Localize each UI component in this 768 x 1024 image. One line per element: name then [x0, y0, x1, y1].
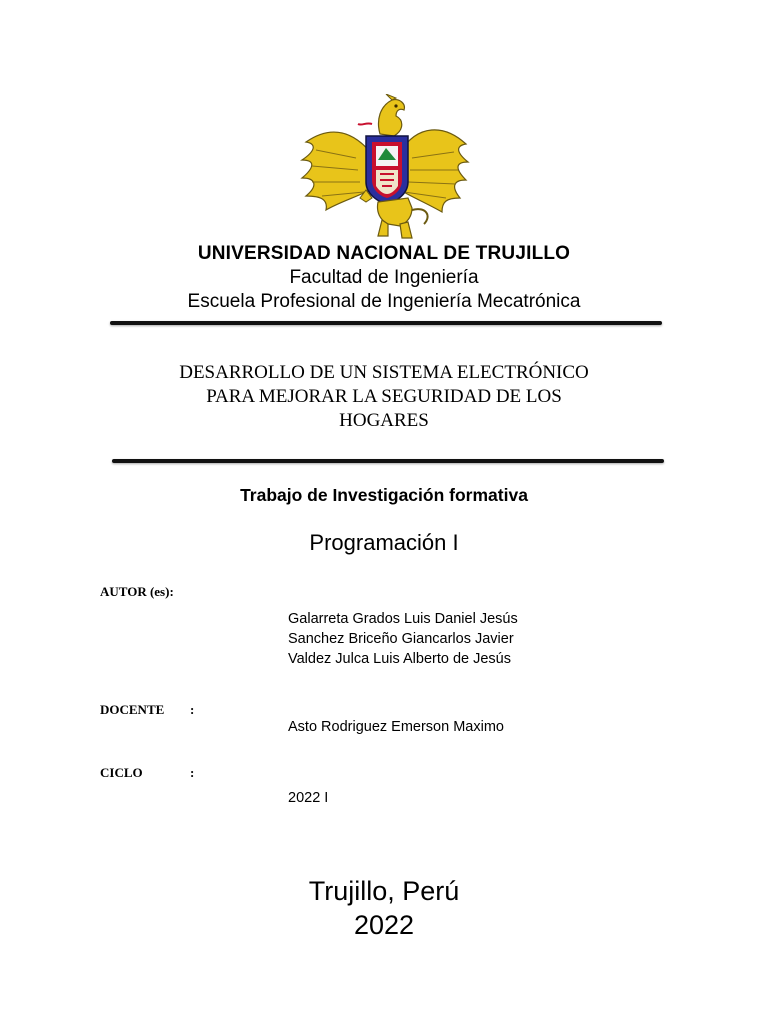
teacher-label: DOCENTE	[100, 702, 165, 717]
city-location: Trujillo, Perú	[308, 876, 460, 906]
thesis-title-line: HOGARES	[339, 410, 429, 431]
university-crest-logo	[296, 94, 472, 240]
author-name: Valdez Julca Luis Alberto de Jesús	[288, 651, 512, 667]
work-type: Trabajo de Investigación formativa	[240, 485, 528, 505]
teacher-colon: :	[190, 702, 195, 717]
teacher-name: Asto Rodriguez Emerson Maximo	[288, 719, 504, 735]
top-divider	[110, 321, 662, 325]
cycle-label: CICLO	[100, 765, 143, 780]
crest-right-wing	[400, 130, 468, 212]
bottom-divider	[112, 459, 664, 463]
author-name: Galarreta Grados Luis Daniel Jesús	[288, 611, 518, 627]
thesis-title	[0, 361, 768, 433]
cycle-value: 2022 I	[288, 790, 329, 806]
course-name: Programación I	[309, 530, 459, 555]
school-name: Escuela Profesional de Ingeniería Mecatrónica	[187, 291, 581, 312]
cycle-colon: :	[190, 765, 195, 780]
crest-griffin-head	[379, 100, 405, 136]
author-name: Sanchez Briceño Giancarlos Javier	[288, 631, 514, 647]
publication-year: 2022	[353, 910, 415, 940]
faculty-name: Facultad de Ingeniería	[289, 267, 479, 288]
thesis-title-line: PARA MEJORAR LA SEGURIDAD DE LOS	[206, 386, 562, 407]
authors-label: AUTOR (es):	[100, 584, 174, 599]
thesis-title-line: DESARROLLO DE UN SISTEMA ELECTRÓNICO	[179, 362, 589, 383]
university-name: UNIVERSIDAD NACIONAL DE TRUJILLO	[197, 243, 571, 264]
